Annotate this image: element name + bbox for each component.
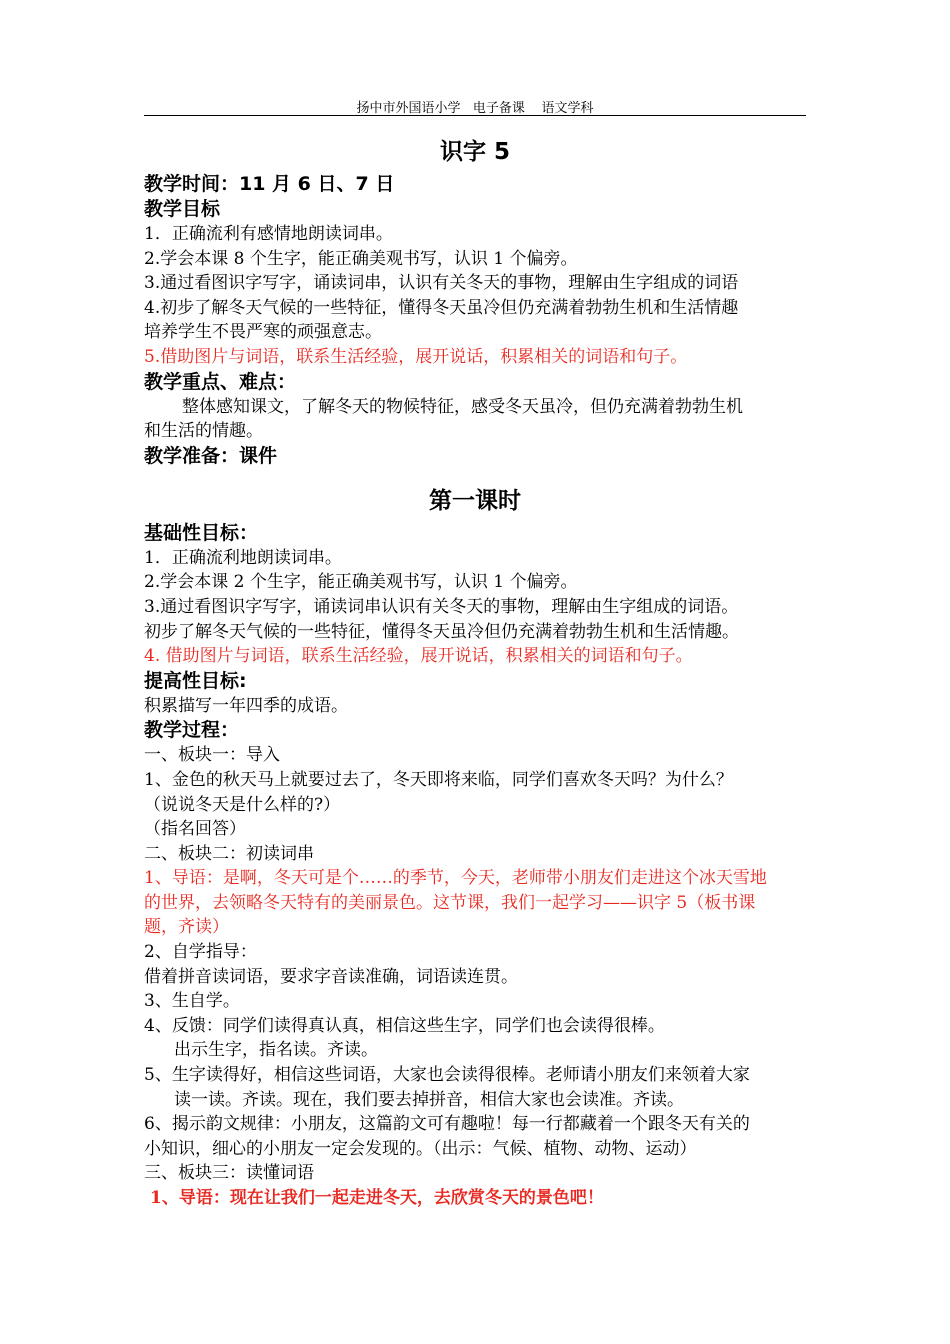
process-line-highlight: 的世界，去领略冬天特有的美丽景色。这节课，我们一起学习——识字 5（板书课 — [144, 892, 756, 913]
process-line: （指名回答） — [144, 819, 246, 840]
process-line: 三、板块三：读懂词语 — [144, 1163, 314, 1184]
process-line: 二、板块二：初读词串 — [144, 843, 314, 864]
basic-goal-item: 初步了解冬天气候的一些特征，懂得冬天虽冷但仍充满着勃勃生机和生活情趣。 — [144, 621, 739, 642]
process-line: 2、自学指导： — [144, 942, 257, 963]
process-line: 小知识，细心的小朋友一定会发现的。（出示：气候、植物、动物、运动） — [144, 1138, 697, 1159]
advanced-goals-heading: 提高性目标: — [144, 669, 247, 692]
basic-goal-item: 3.通过看图识字写字，诵读词串认识有关冬天的事物，理解由生字组成的词语。 — [144, 596, 739, 617]
basic-goal-item: 1．正确流利地朗读词串。 — [144, 547, 342, 568]
goal-item: 培养学生不畏严寒的顽强意志。 — [144, 322, 382, 343]
key-points-text: 整体感知课文，了解冬天的物候特征，感受冬天虽冷，但仍充满着勃勃生机 — [182, 396, 743, 417]
process-line-highlight: 1、导语：是啊，冬天可是个……的季节，今天，老师带小朋友们走进这个冰天雪地 — [144, 868, 767, 889]
process-line: 5、生字读得好，相信这些词语，大家也会读得很棒。老师请小朋友们来领着大家 — [144, 1065, 750, 1086]
basic-goals-heading: 基础性目标： — [144, 521, 259, 544]
goal-item: 4.初步了解冬天气候的一些特征，懂得冬天虽冷但仍充满着勃勃生机和生活情趣 — [144, 297, 739, 318]
document-title: 识字 5 — [439, 139, 510, 165]
process-line: 出示生字，指名读。齐读。 — [174, 1040, 378, 1061]
goal-item: 1．正确流利有感情地朗读词串。 — [144, 224, 393, 244]
process-line-highlight: 1、导语：现在让我们一起走进冬天，去欣赏冬天的景色吧！ — [150, 1188, 604, 1208]
basic-goal-item: 2.学会本课 2 个生字，能正确美观书写，认识 1 个偏旁。 — [144, 572, 578, 593]
process-line: 借着拼音读词语，要求字音读准确，词语读连贯。 — [144, 966, 518, 987]
header-divider — [144, 115, 806, 116]
process-line: （说说冬天是什么样的?） — [144, 794, 341, 815]
key-points-heading: 教学重点、难点： — [144, 370, 297, 393]
document-body — [144, 134, 814, 1211]
teaching-prep: 教学准备：课件 — [144, 444, 278, 467]
process-line: 一、板块一：导入 — [144, 745, 280, 766]
basic-goal-item-highlight: 4. 借助图片与词语，联系生活经验，展开说话，积累相关的词语和句子。 — [144, 646, 693, 667]
process-line: 4、反馈：同学们读得真认真，相信这些生字，同学们也会读得很棒。 — [144, 1015, 665, 1036]
process-line: 6、揭示韵文规律：小朋友，这篇韵文可有趣啦！每一行都藏着一个跟冬天有关的 — [144, 1114, 750, 1135]
goal-item: 3.通过看图识字写字，诵读词串，认识有关冬天的事物，理解由生字组成的词语 — [144, 273, 739, 294]
goal-item-highlight: 5.借助图片与词语，联系生活经验，展开说话，积累相关的词语和句子。 — [144, 346, 688, 367]
process-line: 1、金色的秋天马上就要过去了，冬天即将来临，同学们喜欢冬天吗？为什么？ — [144, 769, 733, 790]
process-line: 3、生自学。 — [144, 991, 240, 1012]
process-heading: 教学过程： — [144, 719, 240, 742]
goals-heading: 教学目标 — [144, 198, 221, 220]
advanced-goal-text: 积累描写一年四季的成语。 — [144, 695, 348, 716]
process-line: 读一读。齐读。现在，我们要去掉拼音，相信大家也会读准。齐读。 — [174, 1089, 684, 1110]
lesson-title: 第一课时 — [429, 487, 521, 514]
page-header: 扬中市外国语小学 电子备课 语文学科 — [356, 101, 594, 116]
teaching-time: 教学时间：11 月 6 日、7 日 — [144, 173, 395, 195]
key-points-text: 和生活的情趣。 — [144, 421, 263, 442]
goal-item: 2.学会本课 8 个生字，能正确美观书写，认识 1 个偏旁。 — [144, 248, 578, 269]
process-line-highlight: 题，齐读） — [144, 917, 229, 938]
